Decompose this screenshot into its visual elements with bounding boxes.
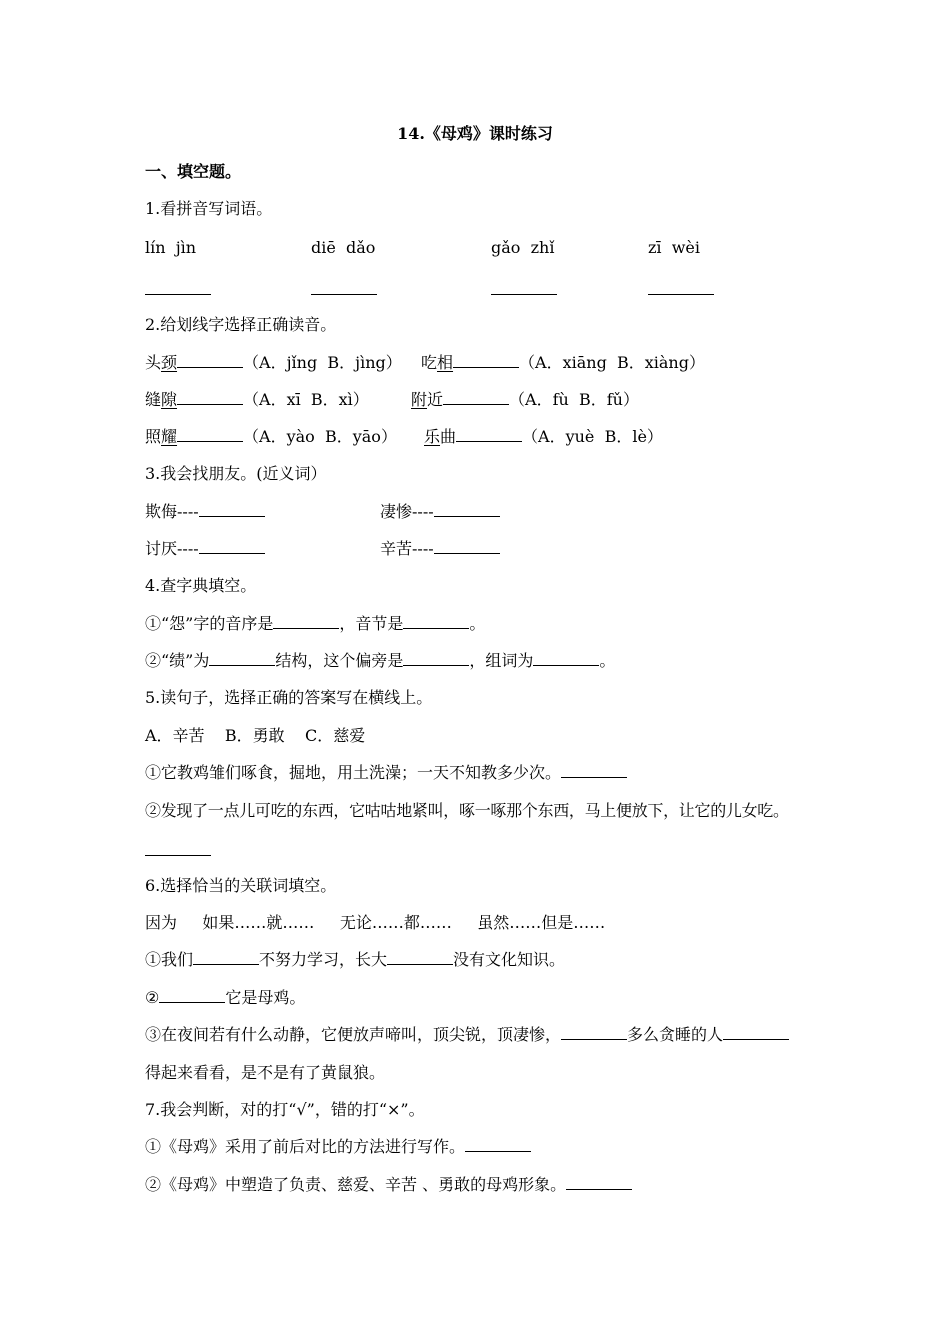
q6-sentence-1: ①我们 不努力学习，长大 没有文化知识。 — [145, 950, 566, 969]
q1-pinyin-1: lín jìn — [145, 238, 197, 257]
answer-blank[interactable] — [273, 614, 339, 629]
q1-prompt: 1.看拼音写词语。 — [145, 199, 273, 218]
q6-sentence-2: ② 它是母鸡。 — [145, 988, 306, 1007]
q1-pinyin-4: zī wèi — [648, 238, 700, 257]
answer-blank[interactable] — [561, 763, 627, 778]
underlined-char: 附 — [411, 390, 428, 409]
answer-blank[interactable] — [465, 1137, 531, 1152]
q3-item: 辛苦---- — [380, 539, 500, 559]
q3-item: 欺侮---- — [145, 502, 265, 522]
section-heading: 一、填空题。 — [145, 162, 242, 181]
answer-blank[interactable] — [403, 614, 469, 629]
answer-blank[interactable] — [434, 502, 500, 517]
q5-options: A．辛苦 B．勇敢 C．慈爱 — [145, 726, 366, 745]
answer-blank[interactable] — [177, 427, 243, 442]
q1-answer-blank[interactable] — [648, 294, 714, 295]
answer-blank[interactable] — [199, 539, 265, 554]
q7-prompt: 7.我会判断，对的打“√”，错的打“×”。 — [145, 1100, 425, 1119]
q4-line-1: ①“怨”字的音序是 ，音节是 。 — [145, 614, 486, 633]
q1-pinyin-2: diē dǎo — [311, 238, 376, 257]
underlined-char: 耀 — [161, 427, 178, 446]
q2-item: 附近 （A．fù B．fǔ） — [411, 390, 639, 409]
q2-item: 头颈 （A．jǐng B．jìng） — [145, 353, 402, 372]
answer-blank[interactable] — [193, 950, 259, 965]
q4-line-2: ②“绩”为 结构，这个偏旁是 ，组词为 。 — [145, 651, 616, 670]
answer-blank[interactable] — [159, 988, 225, 1003]
q2-prompt: 2.给划线字选择正确读音。 — [145, 315, 337, 334]
q5-prompt: 5.读句子，选择正确的答案写在横线上。 — [145, 688, 433, 707]
answer-blank[interactable] — [456, 427, 522, 442]
answer-blank[interactable] — [403, 651, 469, 666]
q2-item: 照耀 （A．yào B．yāo） — [145, 427, 397, 446]
q2-item: 吃相 （A．xiāng B．xiàng） — [421, 353, 705, 372]
answer-blank[interactable] — [177, 353, 243, 368]
underlined-char: 隙 — [161, 390, 178, 409]
q1-answer-blank[interactable] — [491, 294, 557, 295]
answer-blank[interactable] — [533, 651, 599, 666]
q6-word-options: 因为 如果……就…… 无论……都…… 虽然……但是…… — [145, 913, 606, 932]
answer-blank[interactable] — [723, 1025, 789, 1040]
answer-blank[interactable] — [443, 390, 509, 405]
q5-answer-blank[interactable] — [145, 855, 211, 856]
answer-blank[interactable] — [434, 539, 500, 554]
worksheet-title: 14.《母鸡》课时练习 — [397, 124, 553, 143]
q5-sentence-1: ①它教鸡雏们啄食，掘地，用土洗澡；一天不知教多少次。 — [145, 763, 627, 783]
answer-blank[interactable] — [387, 950, 453, 965]
q6-prompt: 6.选择恰当的关联词填空。 — [145, 876, 337, 895]
answer-blank[interactable] — [561, 1025, 627, 1040]
q3-item: 凄惨---- — [380, 502, 500, 522]
q7-statement-1: ①《母鸡》采用了前后对比的方法进行写作。 — [145, 1137, 531, 1157]
answer-blank[interactable] — [199, 502, 265, 517]
answer-blank[interactable] — [453, 353, 519, 368]
q1-answer-blank[interactable] — [311, 294, 377, 295]
underlined-char: 相 — [437, 353, 454, 372]
q4-prompt: 4.查字典填空。 — [145, 576, 257, 595]
answer-blank[interactable] — [566, 1175, 632, 1190]
underlined-char: 乐 — [424, 427, 441, 446]
q6-sentence-3: ③在夜间若有什么动静，它便放声啼叫，顶尖锐，顶凄惨， 多么贪睡的人 — [145, 1025, 789, 1045]
q6-sentence-3-cont: 得起来看看，是不是有了黄鼠狼。 — [145, 1063, 386, 1082]
q1-pinyin-3: gǎo zhǐ — [491, 238, 555, 257]
q3-prompt: 3.我会找朋友。(近义词） — [145, 464, 327, 483]
q2-item: 乐曲 （A．yuè B．lè） — [424, 427, 663, 446]
q3-item: 讨厌---- — [145, 539, 265, 559]
answer-blank[interactable] — [209, 651, 275, 666]
q7-statement-2: ②《母鸡》中塑造了负责、慈爱、辛苦 、勇敢的母鸡形象。 — [145, 1175, 632, 1195]
answer-blank[interactable] — [177, 390, 243, 405]
q5-sentence-2: ②发现了一点儿可吃的东西，它咕咕地紧叫，啄一啄那个东西，马上便放下，让它的儿女吃。 — [145, 801, 789, 820]
q2-item: 缝隙 （A．xī B．xì） — [145, 390, 369, 409]
q1-answer-blank[interactable] — [145, 294, 211, 295]
underlined-char: 颈 — [161, 353, 178, 372]
